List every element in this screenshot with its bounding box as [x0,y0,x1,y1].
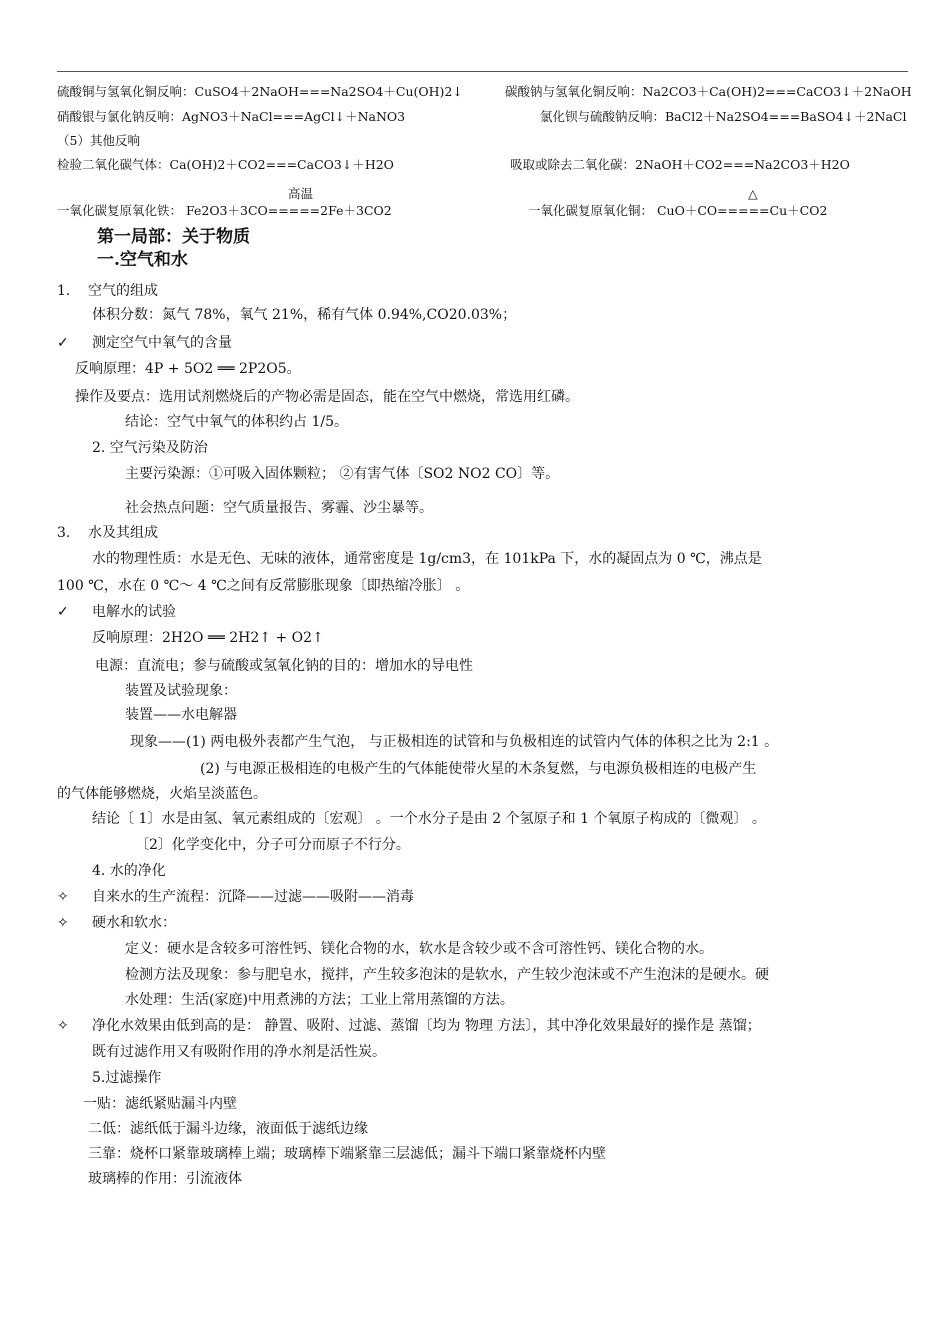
section-1-number: 1. [57,283,71,299]
filter-rule-3: 三靠：烧杯口紧靠玻璃棒上端；玻璃棒下端紧靠三层滤低；漏斗下端口紧靠烧杯内壁 [88,1146,606,1162]
tap-water-flow: 自来水的生产流程：沉降——过滤——吸附——消毒 [92,889,414,905]
filter-rule-1: 一贴：滤纸紧贴漏斗内壁 [83,1096,237,1112]
section-5-title: （5）其他反响 [57,133,140,148]
purification-effect-2: 既有过滤作用又有吸附作用的净水剂是活性炭。 [92,1044,386,1060]
power-source: 电源：直流电；参与硫酸或氢氧化钠的目的：增加水的导电性 [95,658,473,674]
section-3-number: 3. [57,525,71,541]
filter-rule-2: 二低：滤纸低于漏斗边缘，液面低于滤纸边缘 [88,1121,368,1137]
device-heading: 装置及试验现象： [125,683,237,699]
diamond-icon: ✧ [57,889,69,905]
section-2-title: 2. 空气污染及防治 [92,440,208,456]
hard-water-definition: 定义：硬水是含较多可溶性钙、镁化合物的水，软水是含较少或不含可溶性钙、镁化合物的水。 [125,941,713,957]
hard-water-test: 检测方法及现象：参与肥皂水，搅拌，产生较多泡沫的是软水，产生较少泡沫或不产生泡沫的是硬水。硬 [125,967,769,983]
eq-agno3-nacl: 硝酸银与氯化钠反响：AgNO3＋NaCl===AgCl↓＋NaNO3 [57,109,406,124]
measure-oxygen-title: 测定空气中氧气的含量 [92,335,232,351]
operation-points: 操作及要点：选用试剂燃烧后的产物必需是固态，能在空气中燃烧，常选用红磷。 [75,389,579,405]
section-3-title: 水及其组成 [88,525,158,541]
glass-rod-role: 玻璃棒的作用：引流液体 [88,1171,242,1187]
conclusion-1: 结论〔 1〕水是由氢、氧元素组成的〔宏观〕 。一个水分子是由 2 个氢原子和 1 个氧原子构成的〔微观〕 。 [92,811,766,827]
phenomenon-1: 现象——(1) 两电极外表都产生气泡， 与正极相连的试管和与负极相连的试管内气体的体积之比为 2:1 。 [130,734,779,750]
eq-na2co3-caoh2: 碳酸钠与氢氧化铜反响：Na2CO3＋Ca(OH)2===CaCO3↓＋2NaOH [505,84,912,99]
electrolysis-reaction: 反响原理：2H2O ══ 2H2↑ + O2↑ [92,630,324,646]
pollution-sources: 主要污染源：①可吸入固体颗粒； ②有害气体〔SO2 NO2 CO〕等。 [125,466,560,482]
check-icon: ✓ [57,335,69,351]
hot-issues: 社会热点问题：空气质量报告、雾霾、沙尘暴等。 [125,500,433,516]
diamond-icon: ✧ [57,1018,69,1034]
electrolysis-title: 电解水的试验 [92,604,176,620]
water-physical-2: 100 ℃，水在 0 ℃～ 4 ℃之间有反常膨胀现象〔即热缩冷胀〕 。 [57,578,470,594]
hard-water-treatment: 水处理：生活(家庭)中用煮沸的方法；工业上常用蒸馏的方法。 [125,992,514,1008]
oxygen-conclusion: 结论：空气中氧气的体积约占 1/5。 [125,414,348,430]
device-name: 装置——水电解器 [125,707,237,723]
conclusion-2: 〔2〕化学变化中，分子可分而原子不行分。 [135,837,410,853]
purification-effect-1: 净化水效果由低到高的是： 静置、吸附、过滤、蒸馏〔均为 物理 方法〕，其中净化效果最好的操作是 蒸馏； [92,1018,761,1034]
eq-co2-test: 检验二氧化碳气体：Ca(OH)2＋CO2===CaCO3↓＋H2O [57,157,394,172]
volume-fraction: 体积分数：氮气 78%，氧气 21%，稀有气体 0.94%,CO20.03%； [92,307,517,323]
header-rule [57,71,908,72]
phenomenon-2: (2) 与电源正极相连的电极产生的气体能使带火星的木条复燃，与电源负极相连的电极产生 [200,761,757,777]
part-title: 第一局部：关于物质 [97,227,250,247]
eq-co-fe2o3: 一氧化碳复原氧化铁： Fe2O3＋3CO=====2Fe＋3CO2 [57,203,392,218]
condition-heat: △ [748,186,758,201]
eq-co-cuo: 一氧化碳复原氧化铜： CuO＋CO=====Cu＋CO2 [528,203,828,218]
eq-co2-absorb: 吸取或除去二氧化碳：2NaOH＋CO2===Na2CO3＋H2O [510,157,850,172]
phenomenon-3: 的气体能够燃烧，火焰呈淡蓝色。 [57,786,267,802]
eq-cuso4-naoh: 硫酸铜与氢氧化铜反响：CuSO4＋2NaOH===Na2SO4＋Cu(OH)2↓ [57,84,463,99]
eq-bacl2-na2so4: 氯化钡与硫酸钠反响：BaCl2＋Na2SO4===BaSO4↓＋2NaCl [540,109,907,124]
condition-high-temp: 高温 [288,186,314,201]
section-4-title: 4. 水的净化 [92,863,166,879]
diamond-icon: ✧ [57,915,69,931]
hard-soft-water: 硬水和软水： [92,915,176,931]
sub-title: 一.空气和水 [97,250,188,270]
section-1-title: 空气的组成 [88,283,158,299]
phosphorus-reaction: 反响原理：4P + 5O2 ══ 2P2O5。 [75,361,301,377]
section-5-filter-title: 5.过滤操作 [92,1070,162,1086]
water-physical-1: 水的物理性质：水是无色、无味的液体，通常密度是 1g/cm3，在 101kPa 下，水的凝固点为 0 ℃，沸点是 [92,551,762,567]
check-icon: ✓ [57,604,69,620]
